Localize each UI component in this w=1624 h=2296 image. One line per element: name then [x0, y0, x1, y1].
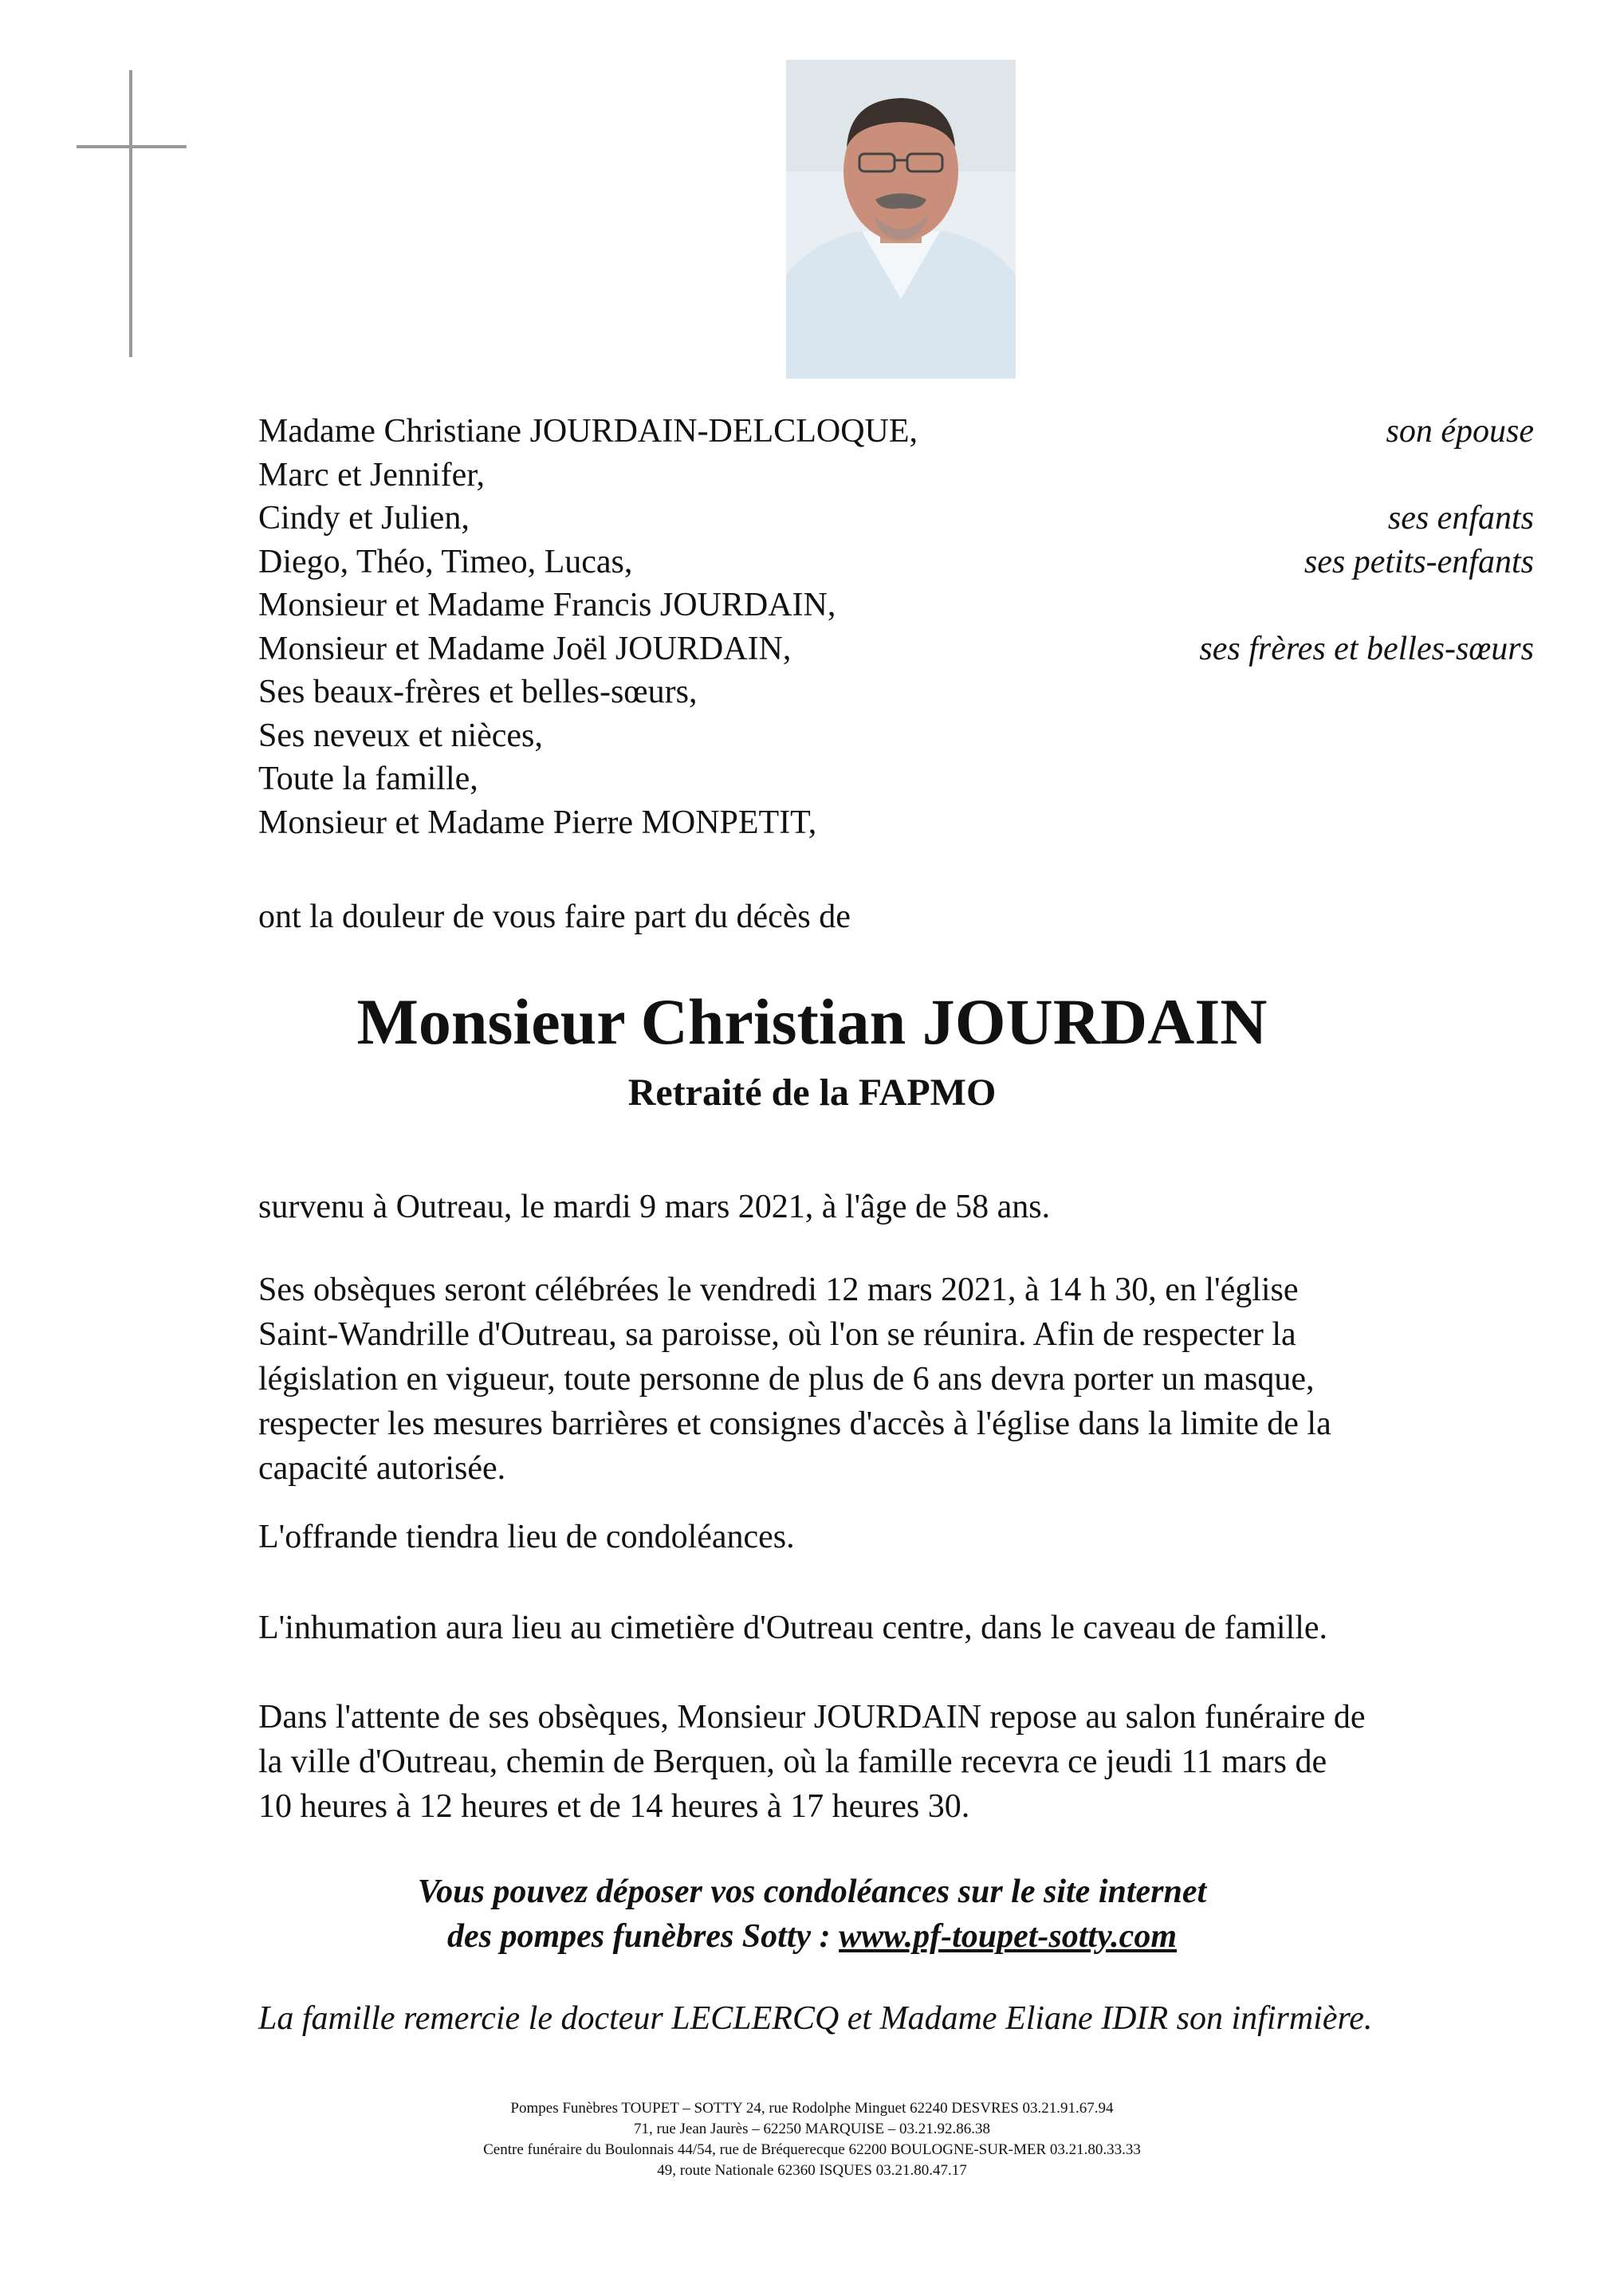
funeral-line: capacité autorisée. [258, 1450, 506, 1487]
family-member: Ses beaux-frères et belles-sœurs, [258, 674, 698, 710]
family-relation: ses petits-enfants [1304, 543, 1534, 580]
family-member: Madame Christiane JOURDAIN-DELCLOQUE, [258, 413, 918, 450]
family-row [258, 454, 1534, 497]
cross-vertical-bar [129, 70, 132, 357]
cross-horizontal-bar [77, 145, 187, 148]
death-paragraph [258, 1185, 1534, 1229]
family-member: Ses neveux et nièces, [258, 717, 543, 754]
family-row [258, 584, 1534, 627]
portrait-illustration [786, 60, 1016, 379]
family-member: Monsieur et Madame Joël JOURDAIN, [258, 630, 792, 667]
funeral-paragraph [258, 1268, 1534, 1491]
family-row [258, 497, 1534, 541]
condolences-notice [0, 1869, 1624, 1959]
offering-paragraph [258, 1515, 1534, 1559]
family-row [258, 714, 1534, 758]
family-member: Monsieur et Madame Francis JOURDAIN, [258, 587, 836, 623]
footer-line: Pompes Funèbres TOUPET – SOTTY 24, rue Rodolphe Minguet 62240 DESVRES 03.21.91.67.94 [510, 2100, 1114, 2117]
portrait-photo [786, 60, 1016, 379]
family-member: Marc et Jennifer, [258, 456, 486, 493]
footer-line: Centre funéraire du Boulonnais 44/54, rue de Bréquerecque 62200 BOULOGNE-SUR-MER 03.21.80.33.33 [483, 2141, 1141, 2158]
footer-line: 71, rue Jean Jaurès – 62250 MARQUISE – 03.21.92.86.38 [634, 2121, 990, 2137]
family-row [258, 627, 1534, 671]
family-row [258, 757, 1534, 801]
funeral-line: Ses obsèques seront célébrées le vendredi 12 mars 2021, à 14 h 30, en l'église [258, 1272, 1299, 1308]
family-relation: ses frères et belles-sœurs [1199, 630, 1534, 667]
deceased-title: Retraité de la FAPMO [627, 1071, 997, 1114]
family-member: Cindy et Julien, [258, 500, 470, 537]
condolences-prefix: des pompes funèbres Sotty : [446, 1918, 840, 1955]
funeral-home-footer [0, 2098, 1624, 2181]
thanks-text: La famille remercie le docteur LECLERCQ et Madame Eliane IDIR son infirmière. [258, 2000, 1373, 2037]
family-row [258, 541, 1534, 584]
condolences-line [0, 1914, 1624, 1959]
condolences-website-link[interactable]: www.pf-toupet-sotty.com [839, 1918, 1177, 1955]
burial-paragraph [258, 1606, 1534, 1650]
rest-line: la ville d'Outreau, chemin de Berquen, où la famille recevra ce jeudi 11 mars de [258, 1744, 1327, 1780]
funeral-line: Saint-Wandrille d'Outreau, sa paroisse, où l'on se réunira. Afin de respecter la [258, 1316, 1296, 1353]
rest-line: Dans l'attente de ses obsèques, Monsieur JOURDAIN repose au salon funéraire de [258, 1699, 1366, 1736]
family-relation: son épouse [1386, 413, 1534, 450]
family-member: Toute la famille, [258, 761, 478, 797]
rest-paragraph [258, 1695, 1534, 1829]
family-row [258, 670, 1534, 714]
family-member: Monsieur et Madame Pierre MONPETIT, [258, 804, 817, 841]
rest-line: 10 heures à 12 heures et de 14 heures à 17 heures 30. [258, 1788, 970, 1825]
deceased-name: Monsieur Christian JOURDAIN [356, 985, 1268, 1058]
family-member: Diego, Théo, Timeo, Lucas, [258, 543, 633, 580]
family-relation: ses enfants [1387, 500, 1534, 537]
announcement-text: ont la douleur de vous faire part du décès de [258, 898, 851, 935]
burial-line: L'inhumation aura lieu au cimetière d'Outreau centre, dans le caveau de famille. [258, 1610, 1328, 1646]
footer-line: 49, route Nationale 62360 ISQUES 03.21.80.47.17 [657, 2162, 967, 2179]
family-list [258, 410, 1534, 844]
offering-line: L'offrande tiendra lieu de condoléances. [258, 1519, 795, 1555]
family-row [258, 801, 1534, 845]
death-line: survenu à Outreau, le mardi 9 mars 2021, à l'âge de 58 ans. [258, 1189, 1051, 1225]
funeral-line: législation en vigueur, toute personne de plus de 6 ans devra porter un masque, [258, 1361, 1315, 1398]
condolences-line: Vous pouvez déposer vos condoléances sur le site internet [417, 1873, 1207, 1910]
funeral-line: respecter les mesures barrières et consignes d'accès à l'église dans la limite de la [258, 1406, 1331, 1442]
family-row [258, 410, 1534, 454]
